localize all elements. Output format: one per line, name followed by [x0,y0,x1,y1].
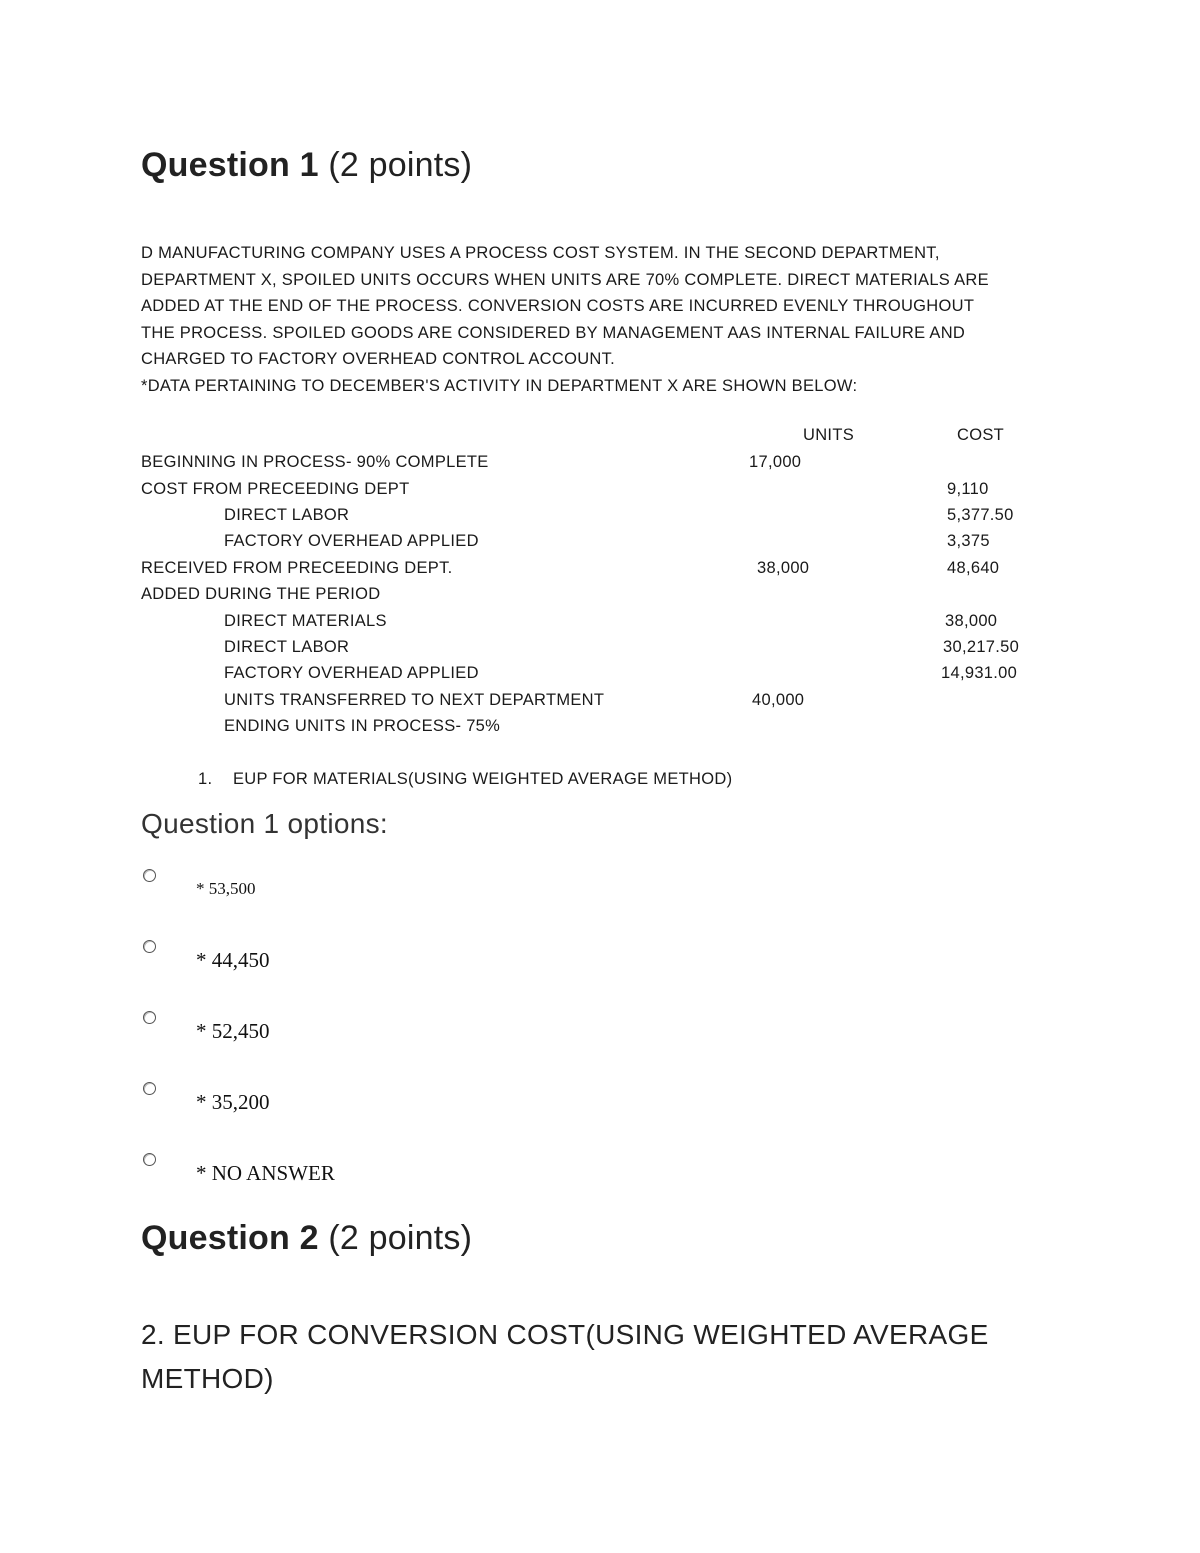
question-2-heading [141,1219,472,1258]
table-row-label: RECEIVED FROM PRECEEDING DEPT. [141,559,453,577]
question-2-title: Question 2 [141,1219,319,1257]
options-heading: Question 1 options: [141,808,388,839]
question-1-heading [141,146,472,185]
radio-button[interactable] [143,1011,156,1024]
paragraph-line: D MANUFACTURING COMPANY USES A PROCESS COST SYSTEM. IN THE SECOND DEPARTMENT, [141,244,940,262]
paragraph-line: CHARGED TO FACTORY OVERHEAD CONTROL ACCOUNT. [141,350,616,368]
table-row-label: COST FROM PRECEEDING DEPT [141,480,410,498]
radio-button[interactable] [143,869,156,882]
question-1-paragraph [141,240,989,399]
option-label: * NO ANSWER [196,1161,335,1185]
question-2-points: (2 points) [328,1219,473,1257]
table-row-cost: 14,931.00 [941,664,1018,682]
question-1-title: Question 1 [141,146,319,184]
table-row-label: DIRECT LABOR [224,506,350,524]
table-row-label: FACTORY OVERHEAD APPLIED [224,664,479,682]
units-header: UNITS [803,426,854,444]
sub-question-number: 1. [198,770,213,788]
table-row-units: 17,000 [749,453,802,471]
option-label: * 35,200 [196,1090,270,1114]
cost-header: COST [957,426,1005,444]
table-row-label: FACTORY OVERHEAD APPLIED [224,532,479,550]
paragraph-line: ADDED AT THE END OF THE PROCESS. CONVERSION COSTS ARE INCURRED EVENLY THROUGHOUT [141,297,975,315]
table-row-cost: 9,110 [947,480,989,498]
option-label: * 53,500 [196,879,256,898]
table-row-label: UNITS TRANSFERRED TO NEXT DEPARTMENT [224,691,605,709]
option-label: * 44,450 [196,948,270,972]
paragraph-line: *DATA PERTAINING TO DECEMBER'S ACTIVITY IN DEPARTMENT X ARE SHOWN BELOW: [141,376,858,395]
table-row-label: DIRECT MATERIALS [224,612,387,630]
table-row-cost: 48,640 [947,559,1000,577]
option-label: * 52,450 [196,1019,270,1043]
table-row-label: DIRECT LABOR [224,638,350,656]
radio-button[interactable] [143,940,156,953]
table-row-label: BEGINNING IN PROCESS- 90% COMPLETE [141,453,489,471]
radio-button[interactable] [143,1082,156,1095]
table-row-label: ENDING UNITS IN PROCESS- 75% [224,717,501,735]
table-row-units: 40,000 [752,691,805,709]
table-row-label: ADDED DURING THE PERIOD [141,585,381,603]
sub-question-text: EUP FOR MATERIALS(USING WEIGHTED AVERAGE METHOD) [233,770,733,788]
radio-button[interactable] [143,1153,156,1166]
table-row-units: 38,000 [757,559,810,577]
paragraph-line: DEPARTMENT X, SPOILED UNITS OCCURS WHEN UNITS ARE 70% COMPLETE. DIRECT MATERIALS ARE [141,270,989,289]
table-row-cost: 5,377.50 [947,506,1014,524]
table-row-cost: 30,217.50 [943,638,1020,656]
table-row-cost: 38,000 [945,612,998,630]
paragraph-line: THE PROCESS. SPOILED GOODS ARE CONSIDERED BY MANAGEMENT AAS INTERNAL FAILURE AND [141,323,966,342]
question-1-points: (2 points) [328,146,473,184]
table-row-cost: 3,375 [947,532,990,550]
question-2-sub-question: 2. EUP FOR CONVERSION COST(USING WEIGHTED AVERAGE METHOD) [141,1319,989,1394]
